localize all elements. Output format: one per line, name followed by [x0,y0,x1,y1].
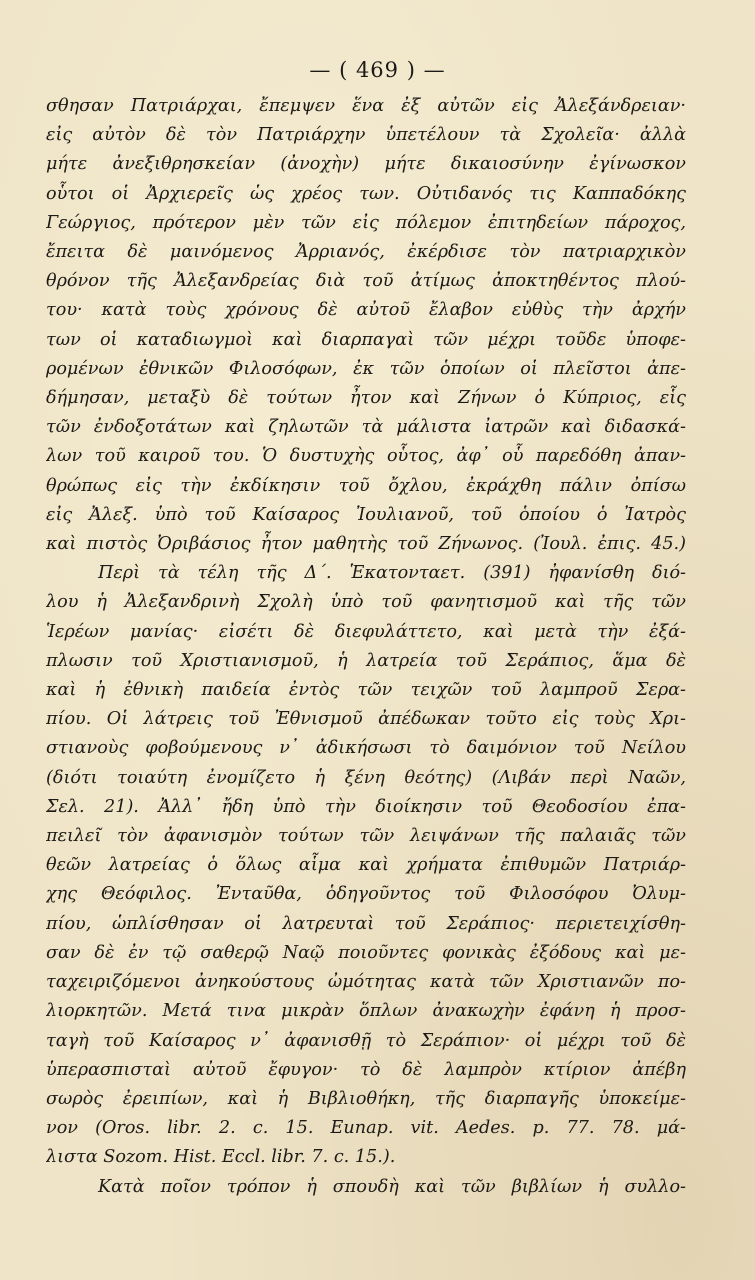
text-line: ταγὴ τοῦ Καίσαρος ν᾽ ἀφανισθῇ τὸ Σεράπιον· οἱ μέχρι τοῦ δὲ [46,1030,686,1051]
text-line: εἰς Ἀλεξ. ὑπὸ τοῦ Καίσαρος Ἰουλιανοῦ, τοῦ ὁποίου ὁ Ἰατρὸς [46,504,686,525]
text-line: λιορκητῶν. Μετά τινα μικρὰν ὅπλων ἀνακωχὴν ἐφάνη ἡ προσ- [46,1001,686,1022]
text-line: λιστα Sozom. Hist. Eccl. libr. 7. c. 15.). [46,1147,396,1168]
text-line: ρομένων ἐθνικῶν Φιλοσόφων, ἐκ τῶν ὁποίων οἱ πλεῖστοι ἀπε- [46,358,686,379]
text-line: λου ἡ Ἀλεξανδρινὴ Σχολὴ ὑπὸ τοῦ φανητισμοῦ καὶ τῆς τῶν [46,592,686,613]
text-line: πίου, ὡπλίσθησαν οἱ λατρευταὶ τοῦ Σεράπιος· περιετειχίσθη- [46,913,686,934]
page-number: — ( 469 ) — [309,58,446,82]
text-line: οὗτοι οἱ Ἀρχιερεῖς ὡς χρέος των. Οὐτιδανός τις Καππαδόκης [46,183,686,204]
text-line: Περὶ τὰ τέλη τῆς Δ΄. Ἑκατονταετ. (391) ἠφανίσθη διό- [98,563,686,584]
text-line: δήμησαν, μεταξὺ δὲ τούτων ἦτον καὶ Ζήνων ὁ Κύπριος, εἷς [46,388,686,409]
text-line: τῶν ἐνδοξοτάτων καὶ ζηλωτῶν τὰ μάλιστα ἰατρῶν καὶ διδασκά- [46,417,686,438]
text-line: Γεώργιος, πρότερον μὲν τῶν εἰς πόλεμον ἐπιτηδείων πάροχος, [46,212,686,233]
text-line: σωρὸς ἐρειπίων, καὶ ἡ Βιβλιοθήκη, τῆς διαρπαγῆς ὑποκείμε- [46,1088,686,1109]
text-line: χης Θεόφιλος. Ἐνταῦθα, ὁδηγοῦντος τοῦ Φιλοσόφου Ὀλυμ- [46,884,686,905]
text-line: Κατὰ ποῖον τρόπον ἡ σπουδὴ καὶ τῶν βιβλίων ἡ συλλο- [98,1176,686,1197]
text-line: νον (Oros. libr. 2. c. 15. Eunap. vit. Aedes. p. 77. 78. μά- [46,1118,686,1139]
text-line: των οἱ καταδιωγμοὶ καὶ διαρπαγαὶ τῶν μέχρι τοῦδε ὑποφε- [46,329,686,350]
text-line: ὑπερασπισταὶ αὐτοῦ ἔφυγον· τὸ δὲ λαμπρὸν κτίριον ἀπέβη [46,1059,686,1080]
text-line: πειλεῖ τὸν ἀφανισμὸν τούτων τῶν λειψάνων τῆς παλαιᾶς τῶν [46,826,686,847]
text-line: θεῶν λατρείας ὁ ὅλως αἷμα καὶ χρήματα ἐπιθυμῶν Πατριάρ- [46,855,686,876]
text-line: μήτε ἀνεξιθρησκείαν (ἀνοχὴν) μήτε δικαιοσύνην ἐγίνωσκον [46,154,686,175]
text-line: εἰς αὐτὸν δὲ τὸν Πατριάρχην ὑπετέλουν τὰ Σχολεῖα· ἀλλὰ [46,125,686,146]
text-line: πίου. Οἱ λάτρεις τοῦ Ἐθνισμοῦ ἀπέδωκαν τοῦτο εἰς τοὺς Χρι- [46,709,686,730]
text-line: ταχειριζόμενοι ἀνηκούστους ὠμότητας κατὰ τῶν Χριστιανῶν πο- [46,972,686,993]
text-line: (διότι τοιαύτη ἐνομίζετο ἡ ξένη θεότης) (Λιβάν περὶ Ναῶν, [46,767,686,788]
text-line: σαν δὲ ἐν τῷ σαθερῷ Ναῷ ποιοῦντες φονικὰς ἐξόδους καὶ με- [46,942,686,963]
text-line: στιανοὺς φοβούμενους ν᾽ ἀδικήσωσι τὸ δαιμόνιον τοῦ Νείλου [46,738,686,759]
text-line: θρόνον τῆς Ἀλεξανδρείας διὰ τοῦ ἀτίμως ἀποκτηθέντος πλού- [46,271,686,292]
text-line: ἔπειτα δὲ μαινόμενος Ἀρριανός, ἐκέρδισε τὸν πατριαρχικὸν [46,242,686,263]
text-line: καὶ ἡ ἐθνικὴ παιδεία ἐντὸς τῶν τειχῶν τοῦ λαμπροῦ Σερα- [46,680,686,701]
text-line: Σελ. 21). Ἀλλ᾽ ἤδη ὑπὸ τὴν διοίκησιν τοῦ Θεοδοσίου ἐπα- [46,796,686,817]
text-line: θρώπως εἰς τὴν ἐκδίκησιν τοῦ ὄχλου, ἐκράχθη πάλιν ὀπίσω [46,475,686,496]
text-line: του· κατὰ τοὺς χρόνους δὲ αὐτοῦ ἔλαβον εὐθὺς τὴν ἀρχήν [46,300,686,321]
text-line: λων τοῦ καιροῦ του. Ὁ δυστυχὴς οὗτος, ἀφ᾽ οὗ παρεδόθη ἀπαν- [46,446,686,467]
text-line: καὶ πιστὸς Ὀριβάσιος ἦτον μαθητὴς τοῦ Ζήνωνος. (Ἰουλ. ἐπις. 45.) [46,534,686,555]
text-line: σθησαν Πατριάρχαι, ἔπεμψεν ἕνα ἐξ αὐτῶν εἰς Ἀλεξάνδρειαν· [46,96,686,116]
text-line: πλωσιν τοῦ Χριστιανισμοῦ, ἡ λατρεία τοῦ Σεράπιος, ἅμα δὲ [46,650,686,671]
text-line: Ἱερέων μανίας· εἰσέτι δὲ διεφυλάττετο, καὶ μετὰ τὴν ἐξά- [46,621,686,642]
body-text [46,92,686,1202]
